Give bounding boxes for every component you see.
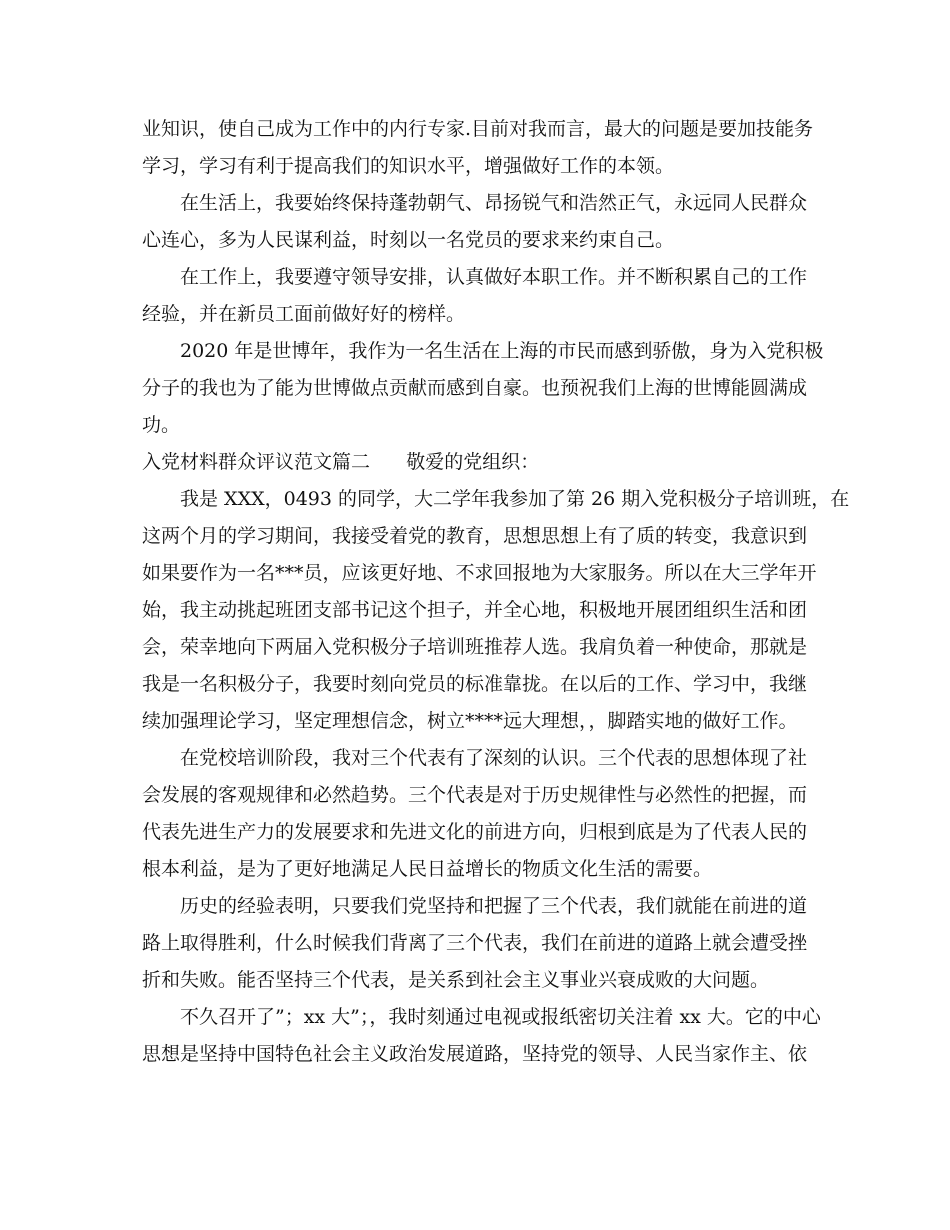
text-line: 会，荣幸地向下两届入党积极分子培训班推荐人选。我肩负着一种使命，那就是 (142, 636, 808, 658)
text-line: 历史的经验表明，只要我们党坚持和把握了三个代表，我们就能在前进的道 (180, 895, 808, 917)
text-line: 会发展的客观规律和必然趋势。三个代表是对于历史规律性与必然性的把握，而 (142, 784, 808, 806)
text-line: 2020 年是世博年，我作为一名生活在上海的市民而感到骄傲，身为入党积极 (180, 340, 824, 362)
text-line: 在工作上，我要遵守领导安排，认真做好本职工作。并不断积累自己的工作 (180, 266, 808, 288)
text-line: 我是一名积极分子，我要时刻向党员的标准靠拢。在以后的工作、学习中，我继 (142, 673, 808, 695)
text-line: 路上取得胜利，什么时候我们背离了三个代表，我们在前进的道路上就会遭受挫 (142, 932, 808, 954)
section-heading: 入党材料群众评议范文篇二 敬爱的党组织： (142, 451, 540, 473)
text-line: 学习，学习有利于提高我们的知识水平，增强做好工作的本领。 (142, 155, 675, 177)
text-line: 不久召开了”；xx 大”；，我时刻通过电视或报纸密切关注着 xx 大。它的中心 (180, 1006, 821, 1028)
text-line: 折和失败。能否坚持三个代表，是关系到社会主义事业兴衰成败的大问题。 (142, 969, 770, 991)
text-line: 业知识，使自己成为工作中的内行专家.目前对我而言，最大的问题是要加技能务 (142, 118, 814, 140)
text-line: 在生活上，我要始终保持蓬勃朝气、昂扬锐气和浩然正气，永远同人民群众 (180, 192, 808, 214)
text-line: 续加强理论学习，坚定理想信念，树立****远大理想，，脚踏实地的做好工作。 (142, 710, 798, 732)
text-line: 在党校培训阶段，我对三个代表有了深刻的认识。三个代表的思想体现了社 (180, 747, 808, 769)
text-line: 始，我主动挑起班团支部书记这个担子，并全心地，积极地开展团组织生活和团 (142, 599, 808, 621)
text-line: 功。 (142, 414, 181, 436)
text-line: 我是 XXX，0493 的同学，大二学年我参加了第 26 期入党积极分子培训班，在 (180, 488, 850, 510)
text-line: 代表先进生产力的发展要求和先进文化的前进方向，归根到底是为了代表人民的 (142, 821, 808, 843)
text-line: 这两个月的学习期间，我接受着党的教育，思想思想上有了质的转变，我意识到 (142, 525, 808, 547)
text-line: 如果要作为一名***员，应该更好地、不求回报地为大家服务。所以在大三学年开 (142, 562, 817, 584)
text-line: 思想是坚持中国特色社会主义政治发展道路，坚持党的领导、人民当家作主、依 (142, 1043, 808, 1065)
text-line: 心连心，多为人民谋利益，时刻以一名党员的要求来约束自己。 (142, 229, 675, 251)
text-line: 分子的我也为了能为世博做点贡献而感到自豪。也预祝我们上海的世博能圆满成 (142, 377, 808, 399)
text-line: 根本利益，是为了更好地满足人民日益增长的物质文化生活的需要。 (142, 858, 713, 880)
text-line: 经验，并在新员工面前做好好的榜样。 (142, 303, 466, 325)
